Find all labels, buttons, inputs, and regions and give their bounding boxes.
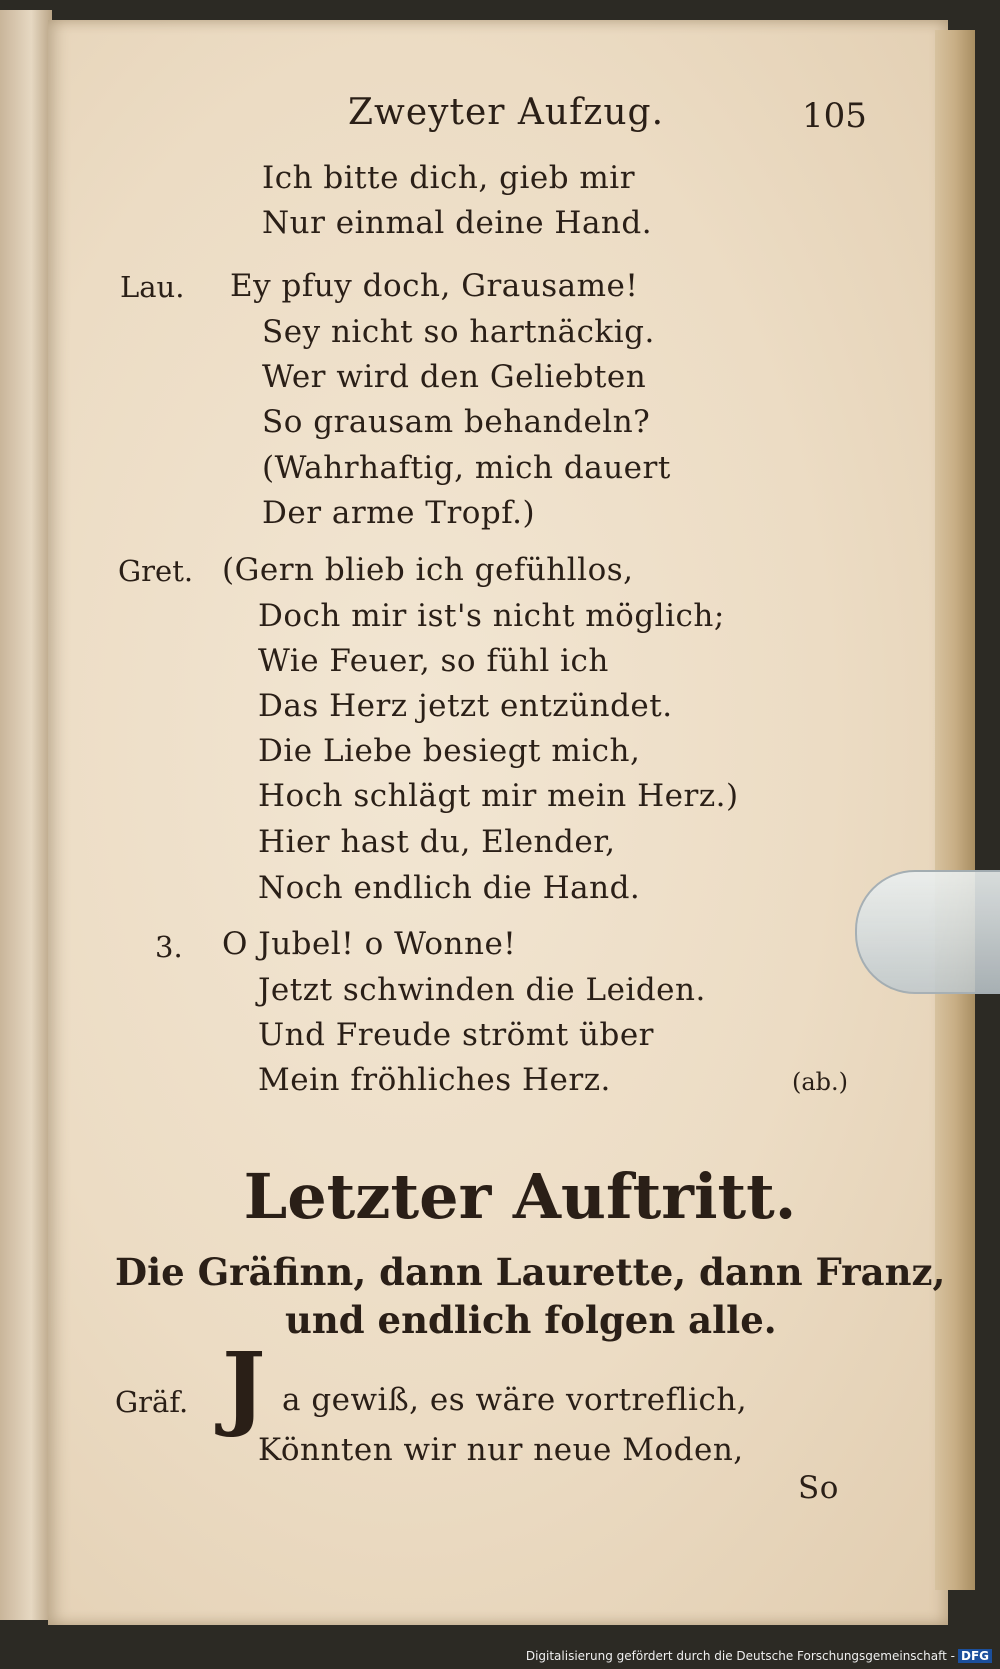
verse-line: Ich bitte dich, gieb mir bbox=[262, 160, 636, 196]
verse-line: O Jubel! o Wonne! bbox=[222, 926, 517, 962]
verse-line: Wer wird den Geliebten bbox=[262, 359, 647, 395]
verse-line: Könnten wir nur neue Moden, bbox=[258, 1432, 744, 1468]
verse-line: Wie Feuer, so fühl ich bbox=[258, 643, 609, 679]
verse-line: a gewiß, es wäre vortreflich, bbox=[282, 1382, 748, 1418]
dfg-logo: DFG bbox=[958, 1649, 992, 1663]
verse-line: Ey pfuy doch, Grausame! bbox=[230, 268, 639, 304]
verse-line: Nur einmal deine Hand. bbox=[262, 205, 653, 241]
verse-line: (Wahrhaftig, mich dauert bbox=[262, 450, 671, 486]
verse-line: Noch endlich die Hand. bbox=[258, 870, 641, 906]
speaker-label: Gret. bbox=[118, 554, 194, 588]
page-stack-edge bbox=[935, 30, 975, 1590]
verse-line: Mein fröhliches Herz. bbox=[258, 1062, 611, 1098]
speaker-label: 3. bbox=[155, 930, 183, 964]
running-title: Zweyter Aufzug. bbox=[348, 92, 665, 133]
footer-credit bbox=[526, 1649, 992, 1663]
scene-description-line: Die Gräfinn, dann Laurette, dann Franz, bbox=[115, 1250, 946, 1294]
verse-line: (Gern blieb ich gefühllos, bbox=[222, 552, 634, 588]
scene-description-line: und endlich folgen alle. bbox=[285, 1298, 777, 1342]
verse-line: Und Freude strömt über bbox=[258, 1017, 655, 1053]
verse-line: Doch mir ist's nicht möglich; bbox=[258, 598, 725, 634]
stage-direction: (ab.) bbox=[792, 1068, 849, 1096]
verse-line: Hier hast du, Elender, bbox=[258, 824, 616, 860]
verse-line: So grausam behandeln? bbox=[262, 404, 651, 440]
left-page-edge bbox=[0, 10, 52, 1620]
page-number: 105 bbox=[802, 96, 867, 136]
speaker-label: Lau. bbox=[120, 270, 185, 304]
page-clip bbox=[855, 870, 1000, 994]
verse-line: Das Herz jetzt entzündet. bbox=[258, 688, 673, 724]
catchword: So bbox=[798, 1470, 839, 1506]
verse-line: Die Liebe besiegt mich, bbox=[258, 733, 641, 769]
verse-line: Der arme Tropf.) bbox=[262, 495, 536, 531]
verse-line: Sey nicht so hartnäckig. bbox=[262, 314, 655, 350]
footer-text: Digitalisierung gefördert durch die Deutsche Forschungsgemeinschaft - bbox=[525, 1649, 955, 1663]
verse-line: Jetzt schwinden die Leiden. bbox=[258, 972, 706, 1008]
speaker-label: Gräf. bbox=[115, 1385, 189, 1419]
scene-heading: Letzter Auftritt. bbox=[243, 1160, 797, 1233]
verse-line: Hoch schlägt mir mein Herz.) bbox=[258, 778, 739, 814]
drop-cap: J bbox=[222, 1332, 266, 1440]
